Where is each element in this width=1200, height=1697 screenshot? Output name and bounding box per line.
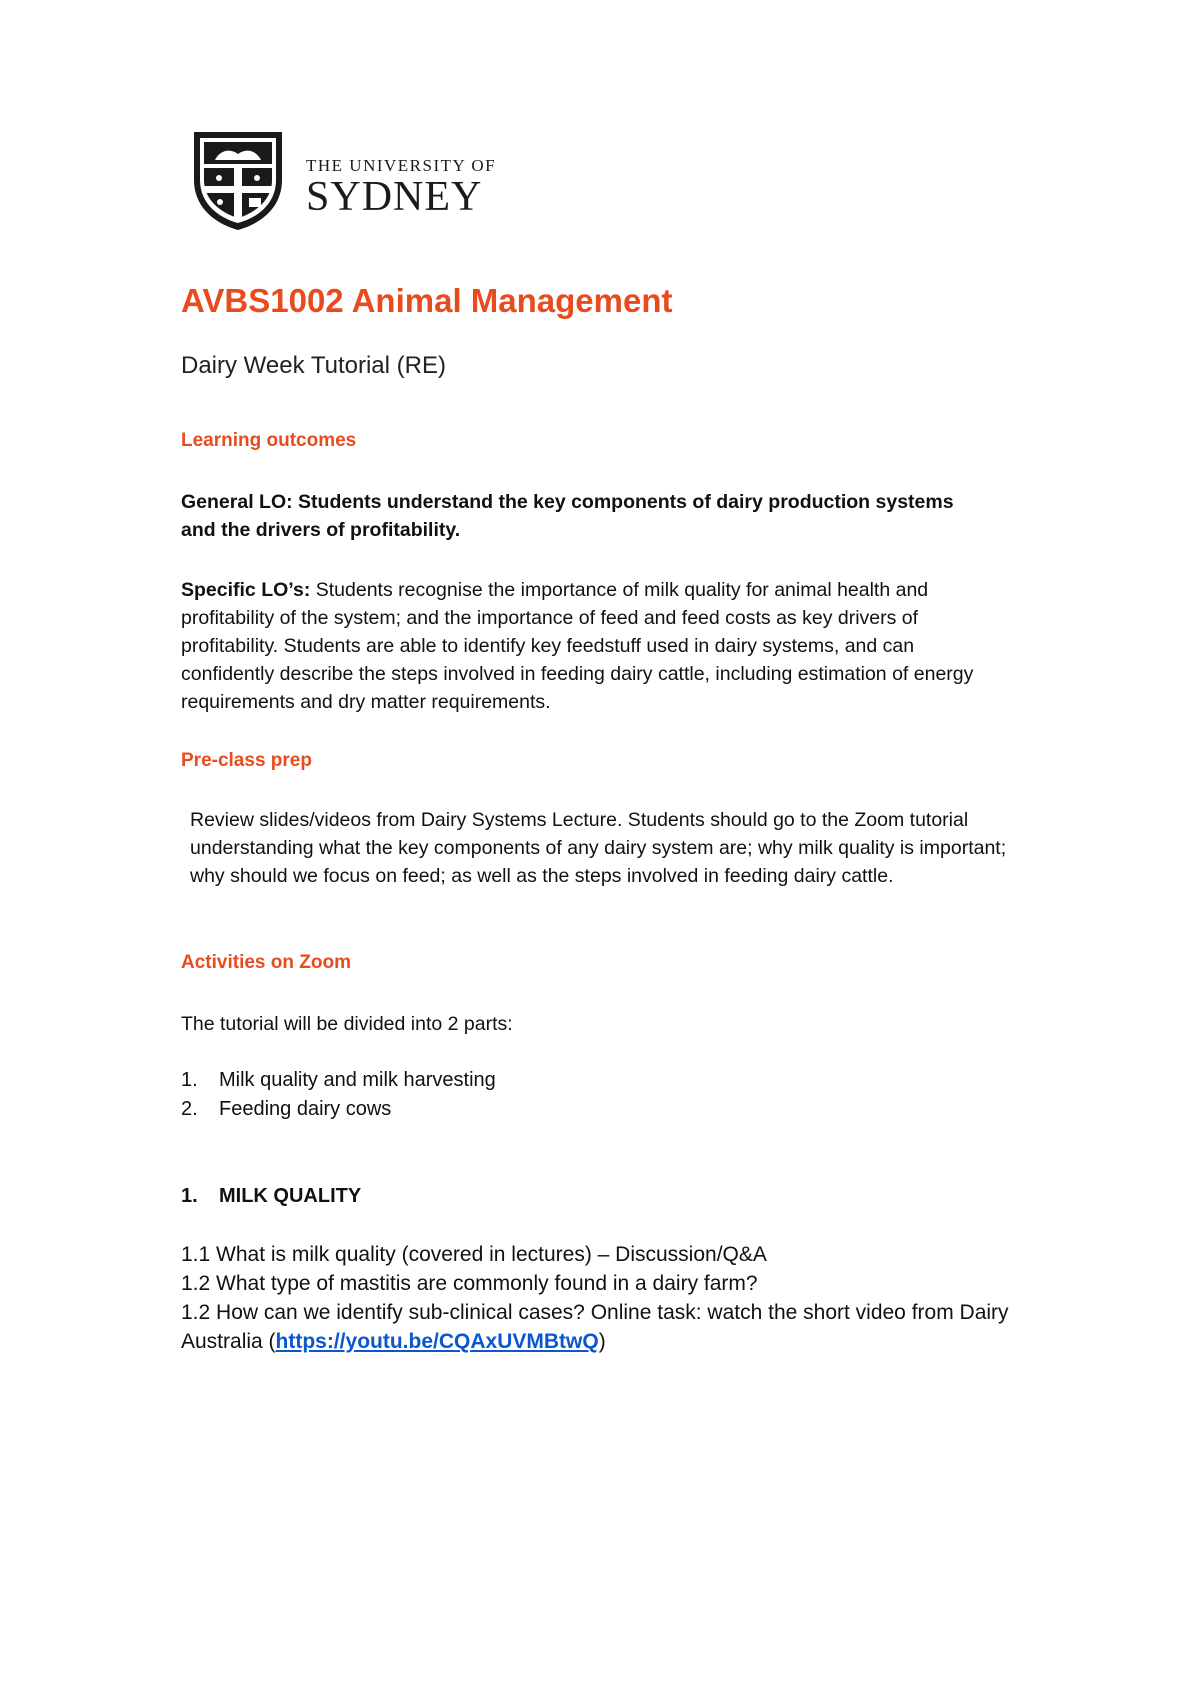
milk-quality-questions <box>181 1240 1021 1356</box>
preclass-heading: Pre-class prep <box>181 750 312 771</box>
activities-list <box>181 1066 496 1124</box>
general-lo-label: General LO: <box>181 491 293 513</box>
logo-line-1: THE UNIVERSITY OF <box>306 156 497 175</box>
list-item-number: 2. <box>181 1098 198 1120</box>
list-item-text: Feeding dairy cows <box>219 1098 392 1120</box>
document-title: AVBS1002 Animal Management <box>181 282 673 319</box>
section-number: 1. <box>181 1185 198 1207</box>
milk-quality-heading <box>181 1182 361 1211</box>
activities-intro: The tutorial will be divided into 2 parts: <box>181 1013 513 1035</box>
question-1-2b-end: ) <box>598 1330 606 1353</box>
question-1-2b-text: 1.2 How can we identify sub-clinical cases? Online task: watch the short video from Dairy Australia ( <box>181 1301 1009 1353</box>
question-1-2: 1.2 What type of mastitis are commonly found in a dairy farm? <box>181 1272 758 1295</box>
list-item <box>181 1095 496 1124</box>
specific-lo-text: Students recognise the importance of milk quality for animal health and profitability of the system; and the importance of feed and feed costs as key drivers of profitability. Students are able to identify key feedstuff used in dairy systems, and can confidently describe the steps involved in feeding dairy cattle, including estimation of energy requirements and dry matter requirements. <box>181 579 974 713</box>
specific-lo-paragraph <box>181 576 991 716</box>
general-lo-text: Students understand the key components of dairy production systems and the drivers of profitability. <box>181 491 954 541</box>
list-item-number: 1. <box>181 1069 198 1091</box>
section-title: MILK QUALITY <box>219 1185 362 1207</box>
university-logo <box>190 128 496 232</box>
document-subtitle: Dairy Week Tutorial (RE) <box>181 352 446 379</box>
question-1-1: 1.1 What is milk quality (covered in lectures) – Discussion/Q&A <box>181 1243 767 1266</box>
list-item-text: Milk quality and milk harvesting <box>219 1069 496 1091</box>
learning-outcomes-heading: Learning outcomes <box>181 430 357 451</box>
question-1-2b <box>181 1298 1021 1356</box>
specific-lo-label: Specific LO’s: <box>181 579 311 601</box>
logo-wordmark <box>306 142 496 218</box>
activities-heading: Activities on Zoom <box>181 952 351 973</box>
university-crest-icon <box>190 128 286 232</box>
logo-line-2: SYDNEY <box>306 174 483 220</box>
preclass-paragraph: Review slides/videos from Dairy Systems Lecture. Students should go to the Zoom tutorial understanding what the key components of any dairy system are; why milk quality is important; why should we focus on feed; as well as the steps involved in feeding dairy cattle. <box>190 809 1007 887</box>
list-item <box>181 1066 496 1095</box>
video-link[interactable]: https://youtu.be/CQAxUVMBtwQ <box>275 1330 599 1353</box>
general-lo-paragraph <box>181 488 981 544</box>
